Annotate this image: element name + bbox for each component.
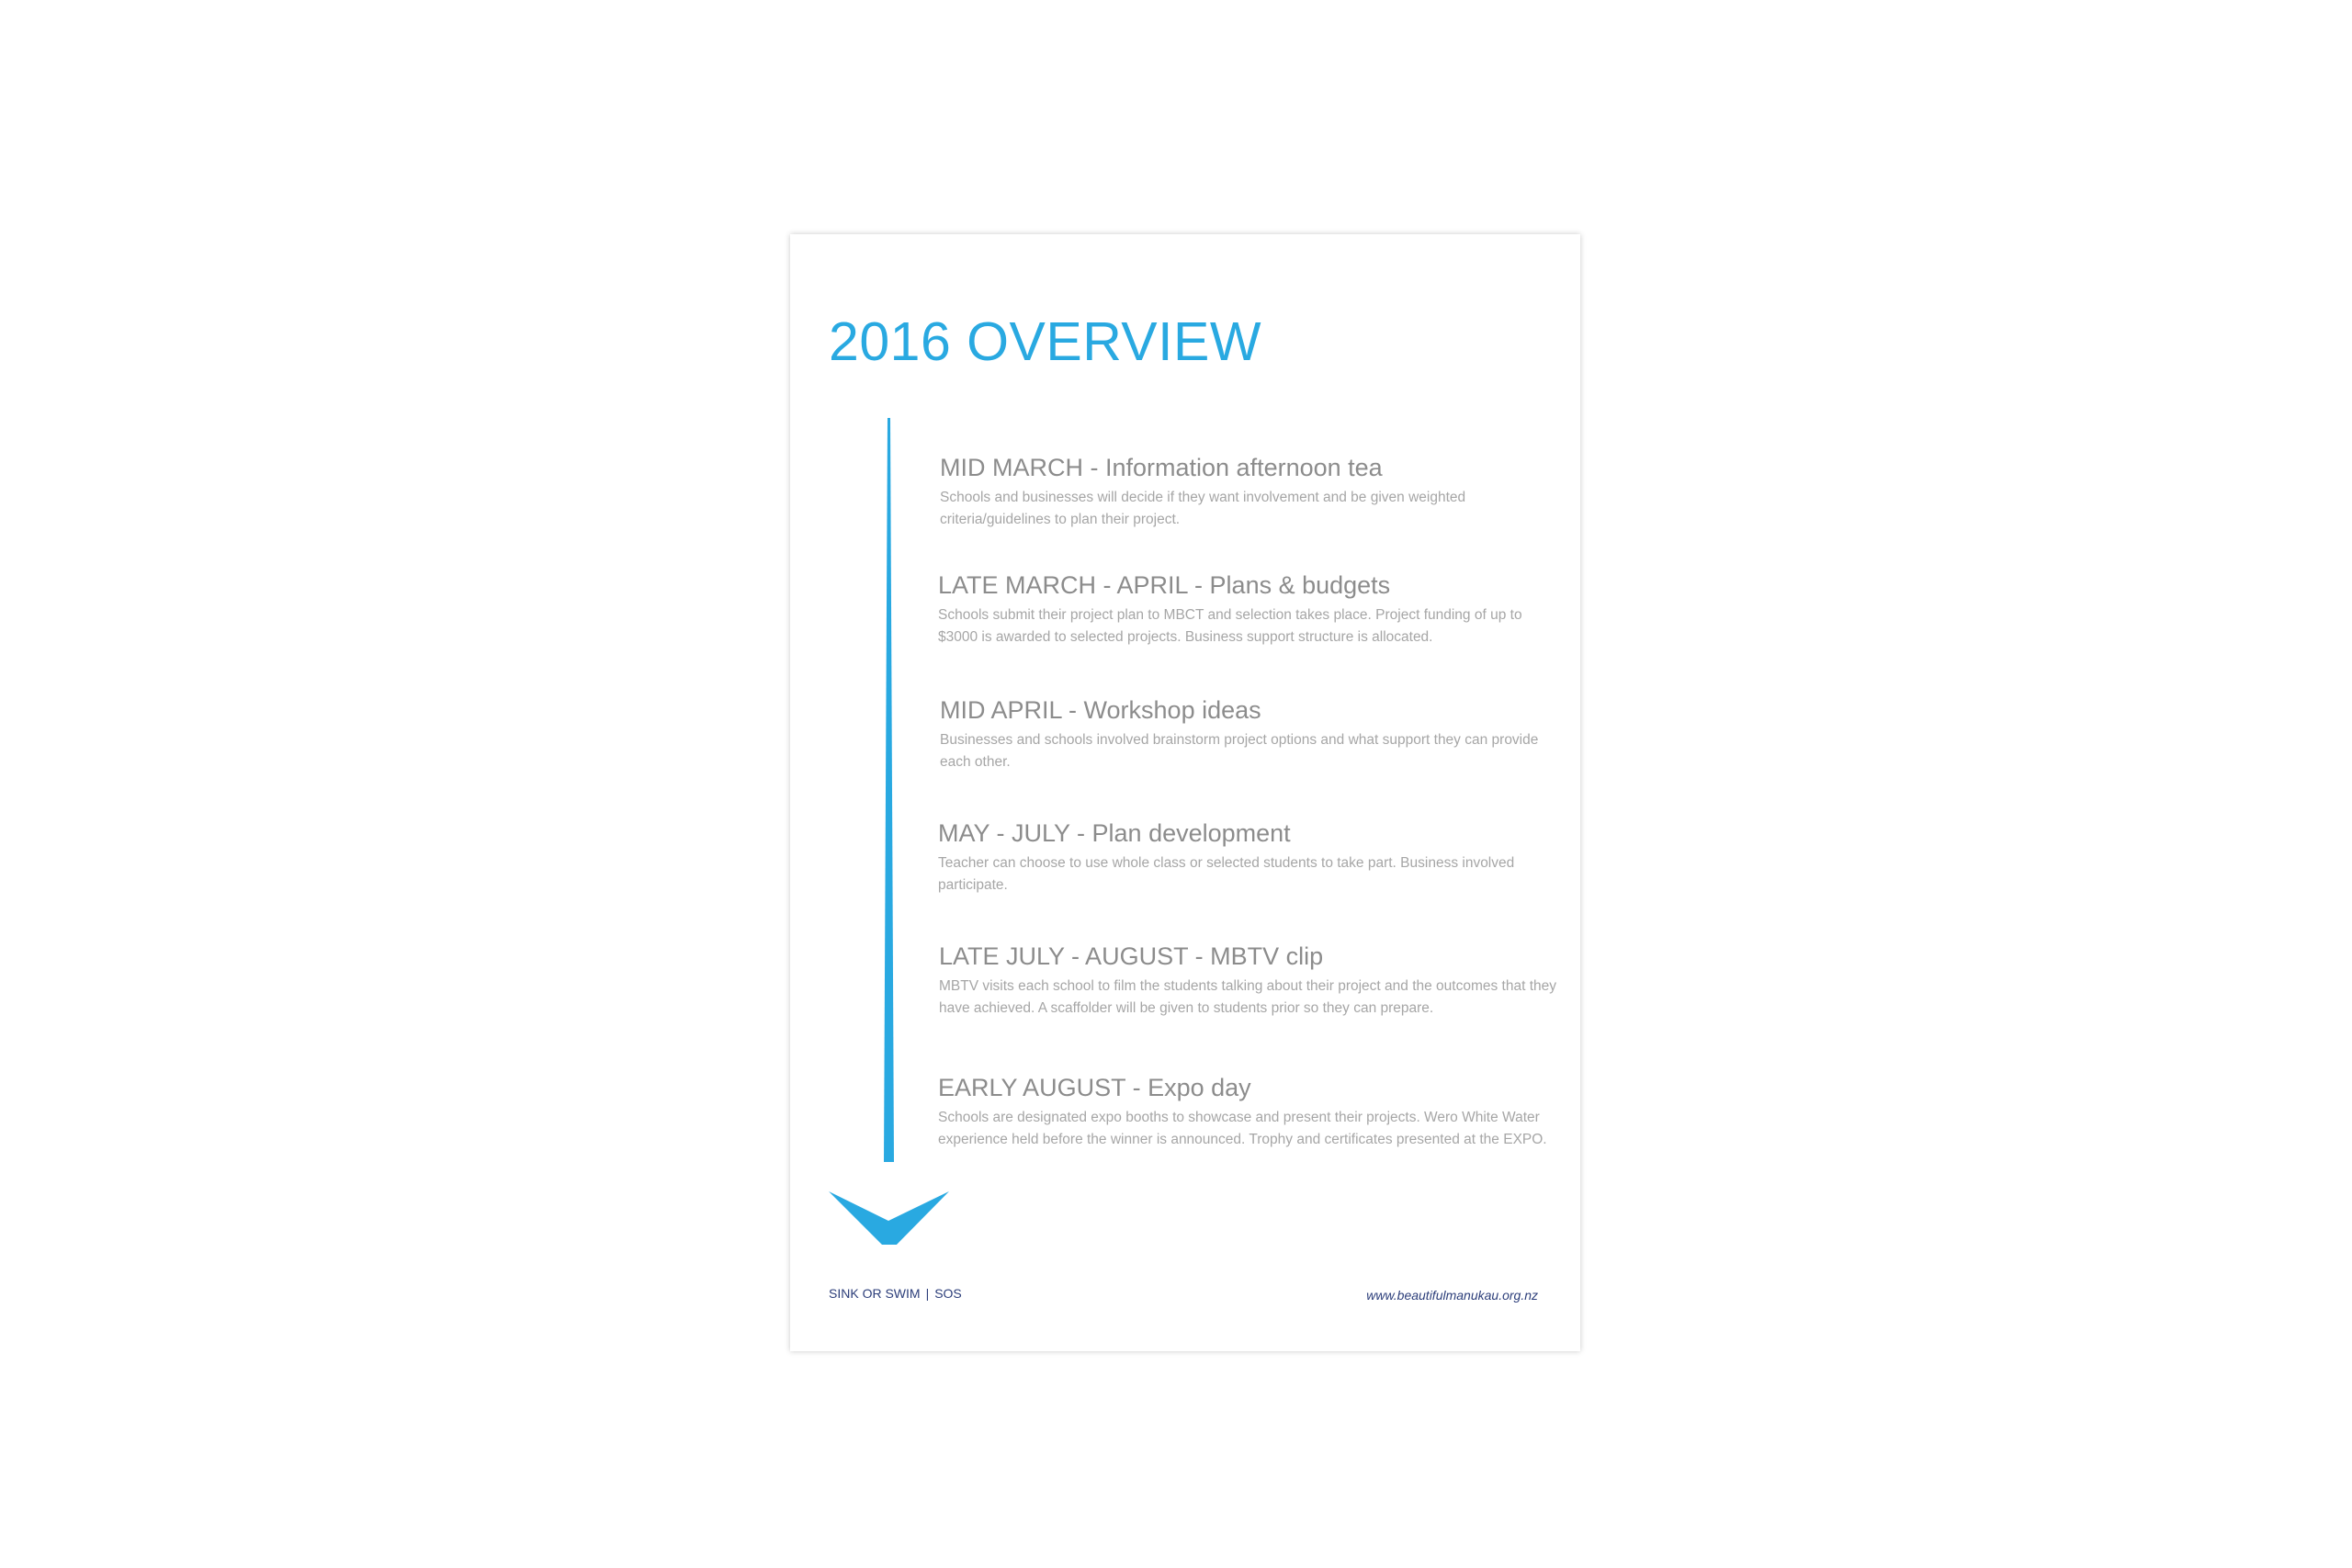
timeline-entry-heading: MID APRIL - Workshop ideas: [940, 696, 1261, 724]
timeline-entry-heading: LATE JULY - AUGUST - MBTV clip: [939, 942, 1324, 970]
timeline-entry-2: [938, 570, 1563, 649]
footer-website-link[interactable]: www.beautifulmanukau.org.nz: [1366, 1288, 1538, 1303]
timeline-entry-3: [940, 694, 1565, 773]
footer-separator: |: [925, 1286, 930, 1301]
timeline-entry-text: Schools submit their project plan to MBCT and selection takes place. Project funding of up to $3000 is awarded to selected projects. Business support structure is allocated.: [938, 607, 1522, 645]
timeline-entry-text: Businesses and schools involved brainstorm project options and what support they can provide each other.: [940, 732, 1539, 770]
timeline-entry-5: [939, 941, 1564, 1020]
timeline-entry-text: Schools are designated expo booths to showcase and present their projects. Wero White Water experience held before the winner is announced. Trophy and certificates presented at the EXPO.: [938, 1110, 1547, 1147]
timeline-entry-text: Schools and businesses will decide if they want involvement and be given weighted criteria/guidelines to plan their project.: [940, 490, 1466, 527]
timeline-entry-heading: MAY - JULY - Plan development: [938, 819, 1291, 847]
page-title: 2016 OVERVIEW: [829, 311, 1262, 372]
timeline-entry-heading: EARLY AUGUST - Expo day: [938, 1074, 1251, 1101]
document-page: [790, 234, 1580, 1351]
timeline-entry-text: Teacher can choose to use whole class or selected students to take part. Business involved participate.: [938, 855, 1515, 893]
timeline-arrow-shaft: [884, 418, 894, 1162]
timeline-entry-text: MBTV visits each school to film the students talking about their project and the outcomes that they have achieved. A scaffolder will be given to students prior so they can prepare.: [939, 978, 1557, 1016]
timeline-arrow-head: [829, 1191, 949, 1245]
timeline-entry-4: [938, 818, 1563, 897]
timeline-entry-heading: LATE MARCH - APRIL - Plans & budgets: [938, 571, 1391, 599]
timeline-entry-6: [938, 1072, 1563, 1151]
footer-brand: [829, 1286, 962, 1301]
footer-brand-abbrev: SOS: [934, 1286, 962, 1301]
footer-brand-name: SINK OR SWIM: [829, 1286, 921, 1301]
timeline-entry-heading: MID MARCH - Information afternoon tea: [940, 454, 1383, 481]
timeline-entry-1: [940, 452, 1565, 531]
